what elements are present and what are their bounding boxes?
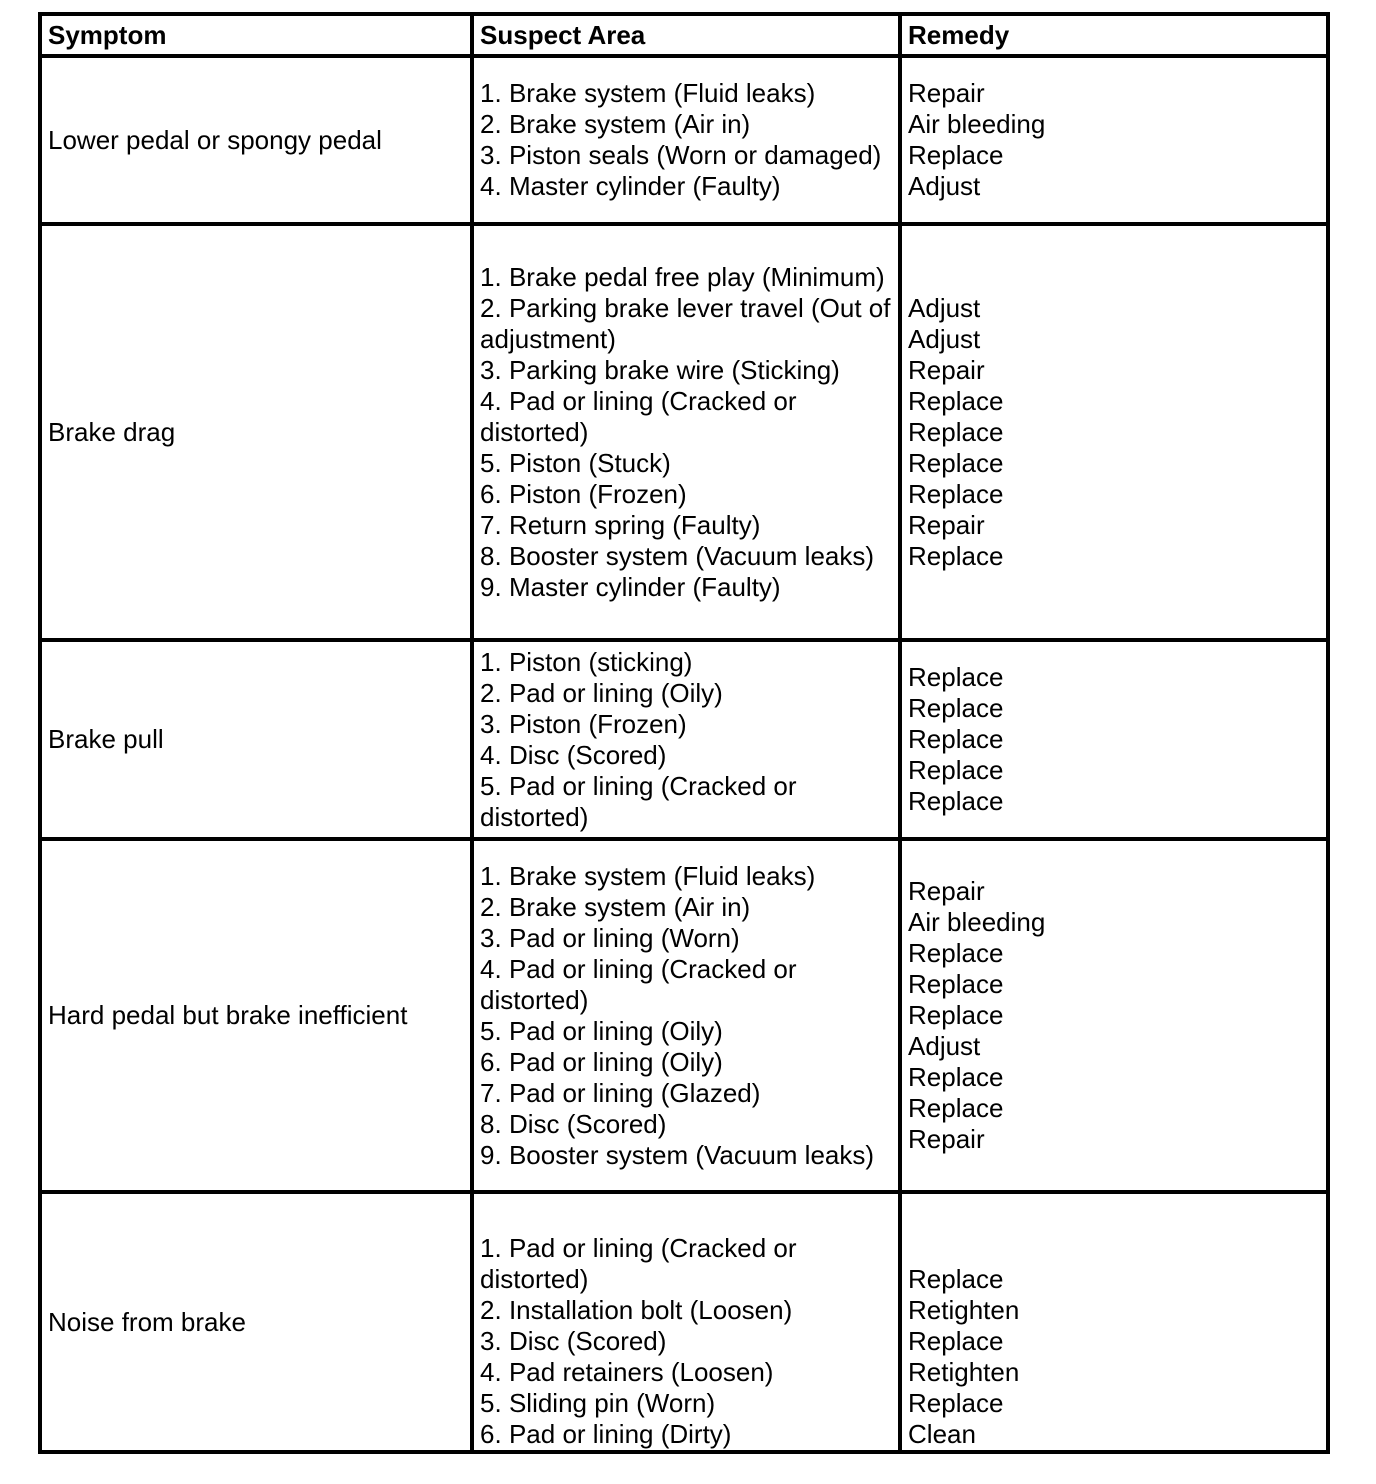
suspect-area-item: 5. Pad or lining (Oily) xyxy=(480,1015,723,1046)
remedy-item: Replace xyxy=(908,1062,1004,1092)
remedy-item: Replace xyxy=(908,1388,1004,1418)
troubleshooting-table xyxy=(38,12,1330,1454)
remedy-item: Repair xyxy=(908,78,985,108)
remedy-item: Replace xyxy=(908,1326,1004,1356)
suspect-area-cell xyxy=(472,640,900,839)
remedy-item: Replace xyxy=(908,478,1004,509)
remedy-cell xyxy=(900,640,1328,839)
suspect-area-item: 3. Pad or lining (Worn) xyxy=(480,922,740,953)
suspect-area-item: 7. Return spring (Faulty) xyxy=(480,509,761,540)
remedy-item: Replace xyxy=(908,140,1004,170)
suspect-area-item: 3. Piston (Frozen) xyxy=(480,708,687,739)
remedy-item: Retighten xyxy=(908,1357,1020,1387)
symptom-cell: Noise from brake xyxy=(40,1192,472,1452)
table-row xyxy=(40,640,1328,839)
remedy-item: Replace xyxy=(908,540,1004,571)
remedy-item: Replace xyxy=(908,447,1004,478)
symptom-cell: Lower pedal or spongy pedal xyxy=(40,56,472,224)
suspect-area-item: 5. Pad or lining (Cracked or distorted) xyxy=(480,770,797,832)
suspect-area-item: 4. Master cylinder (Faulty) xyxy=(480,171,781,201)
remedy-cell xyxy=(900,1192,1328,1452)
symptom-cell: Hard pedal but brake inefficient xyxy=(40,839,472,1192)
suspect-area-item: 6. Pad or lining (Dirty) xyxy=(480,1419,732,1449)
suspect-area-item: 1. Piston (sticking) xyxy=(480,646,693,677)
suspect-area-item: 5. Sliding pin (Worn) xyxy=(480,1388,716,1418)
symptom-cell: Brake drag xyxy=(40,224,472,640)
remedy-item: Replace xyxy=(908,969,1004,999)
remedy-item: Replace xyxy=(908,662,1004,692)
suspect-area-item: 3. Parking brake wire (Sticking) xyxy=(480,354,840,385)
suspect-area-item: 6. Piston (Frozen) xyxy=(480,478,687,509)
remedy-item: Replace xyxy=(908,755,1004,785)
remedy-item: Adjust xyxy=(908,1031,981,1061)
remedy-item: Adjust xyxy=(908,323,981,354)
remedy-item: Replace xyxy=(908,724,1004,754)
suspect-area-item: 7. Pad or lining (Glazed) xyxy=(480,1077,761,1108)
remedy-item: Repair xyxy=(908,354,985,385)
remedy-item: Replace xyxy=(908,693,1004,723)
remedy-item: Replace xyxy=(908,416,1004,447)
remedy-cell xyxy=(900,224,1328,640)
suspect-area-item: 1. Pad or lining (Cracked or distorted) xyxy=(480,1233,797,1294)
header-remedy: Remedy xyxy=(900,14,1328,56)
remedy-item: Repair xyxy=(908,876,985,906)
suspect-area-item: 8. Booster system (Vacuum leaks) xyxy=(480,540,875,571)
remedy-item: Adjust xyxy=(908,171,981,201)
suspect-area-item: 2. Brake system (Air in) xyxy=(480,891,751,922)
remedy-item: Repair xyxy=(908,509,985,540)
suspect-area-item: 4. Disc (Scored) xyxy=(480,739,667,770)
suspect-area-item: 2. Pad or lining (Oily) xyxy=(480,677,723,708)
header-row xyxy=(40,14,1328,56)
suspect-area-item: 1. Brake pedal free play (Minimum) xyxy=(480,261,885,292)
suspect-area-item: 1. Brake system (Fluid leaks) xyxy=(480,78,816,108)
suspect-area-item: 4. Pad or lining (Cracked or distorted) xyxy=(480,385,797,447)
remedy-item: Retighten xyxy=(908,1295,1020,1325)
header-suspect-area: Suspect Area xyxy=(472,14,900,56)
remedy-item: Repair xyxy=(908,1124,985,1154)
suspect-area-item: 3. Disc (Scored) xyxy=(480,1326,667,1356)
table-row xyxy=(40,839,1328,1192)
suspect-area-item: 4. Pad or lining (Cracked or distorted) xyxy=(480,953,797,1015)
remedy-item: Replace xyxy=(908,1264,1004,1294)
suspect-area-cell xyxy=(472,56,900,224)
suspect-area-item: 4. Pad retainers (Loosen) xyxy=(480,1357,774,1387)
symptom-cell: Brake pull xyxy=(40,640,472,839)
suspect-area-item: 9. Booster system (Vacuum leaks) xyxy=(480,1139,875,1170)
suspect-area-item: 9. Master cylinder (Faulty) xyxy=(480,571,781,602)
remedy-item: Replace xyxy=(908,1000,1004,1030)
suspect-area-item: 2. Brake system (Air in) xyxy=(480,109,751,139)
remedy-item: Air bleeding xyxy=(908,109,1046,139)
remedy-item: Adjust xyxy=(908,292,981,323)
remedy-item: Replace xyxy=(908,938,1004,968)
table-row xyxy=(40,224,1328,640)
suspect-area-item: 2. Parking brake lever travel (Out of adjustment) xyxy=(480,292,891,354)
suspect-area-item: 8. Disc (Scored) xyxy=(480,1108,667,1139)
table-row xyxy=(40,1192,1328,1452)
suspect-area-item: 3. Piston seals (Worn or damaged) xyxy=(480,140,882,170)
remedy-item: Replace xyxy=(908,1093,1004,1123)
remedy-cell xyxy=(900,839,1328,1192)
remedy-item: Air bleeding xyxy=(908,907,1046,937)
suspect-area-cell xyxy=(472,224,900,640)
table-row xyxy=(40,56,1328,224)
suspect-area-item: 6. Pad or lining (Oily) xyxy=(480,1046,723,1077)
suspect-area-item: 2. Installation bolt (Loosen) xyxy=(480,1295,793,1325)
remedy-item: Replace xyxy=(908,786,1004,816)
suspect-area-item: 5. Piston (Stuck) xyxy=(480,447,671,478)
suspect-area-item: 1. Brake system (Fluid leaks) xyxy=(480,860,816,891)
suspect-area-cell xyxy=(472,839,900,1192)
suspect-area-cell xyxy=(472,1192,900,1452)
remedy-item: Clean xyxy=(908,1419,976,1449)
header-symptom: Symptom xyxy=(40,14,472,56)
remedy-item: Replace xyxy=(908,385,1004,416)
remedy-cell xyxy=(900,56,1328,224)
